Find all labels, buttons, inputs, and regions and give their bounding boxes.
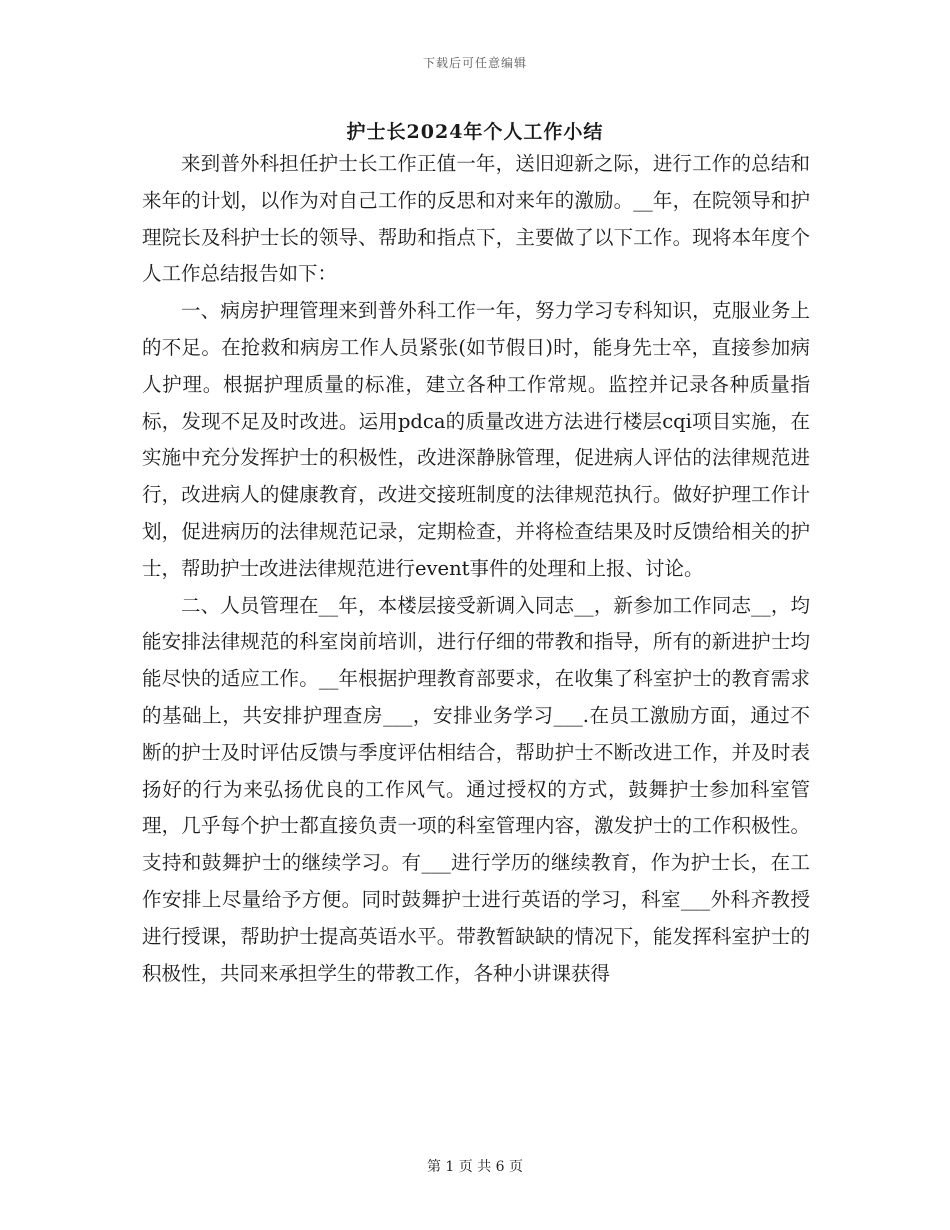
- page-number: 第 1 页 共 6 页: [426, 1159, 524, 1175]
- paragraph-staff-management: 二、人员管理在__年，本楼层接受新调入同志__，新参加工作同志__，均能安排法律规范的科室岗前培训，进行仔细的带教和指导，所有的新进护士均能尽快的适应工作。__年根据护理教育部要求，在收集了科室护士的教育需求的基础上，共安排护理查房___，安排业务学习___.在员工激励方面，通过不断的护士及时评估反馈与季度评估相结合，帮助护士不断改进工作，并及时表扬好的行为来弘扬优良的工作风气。通过授权的方式，鼓舞护士参加科室管理，几乎每个护士都直接负责一项的科室管理内容，激发护士的工作积极性。支持和鼓舞护士的继续学习。有___进行学历的继续教育，作为护士长，在工作安排上尽量给予方便。同时鼓舞护士进行英语的学习，科室___外科齐教授进行授课，帮助护士提高英语水平。带教暂缺缺的情况下，能发挥科室护士的积极性，共同来承担学生的带教工作，各种小讲课获得: [142, 593, 810, 985]
- paragraph-ward-management: 一、病房护理管理来到普外科工作一年，努力学习专科知识，克服业务上的不足。在抢救和病房工作人员紧张(如节假日)时，能身先士卒，直接参加病人护理。根据护理质量的标准，建立各种工作常规。监控并记录各种质量指标，发现不足及时改进。运用pdca的质量改进方法进行楼层cqi项目实施，在实施中充分发挥护士的积极性，改进深静脉管理，促进病人评估的法律规范进行，改进病人的健康教育，改进交接班制度的法律规范执行。做好护理工作计划，促进病历的法律规范记录，定期检查，并将检查结果及时反馈给相关的护士，帮助护士改进法律规范进行event事件的处理和上报、讨论。: [142, 299, 810, 580]
- paragraph-intro: 来到普外科担任护士长工作正值一年，送旧迎新之际，进行工作的总结和来年的计划，以作为对自己工作的反思和对来年的激励。__年，在院领导和护理院长及科护士长的领导、帮助和指点下，主要做了以下工作。现将本年度个人工作总结报告如下：: [142, 152, 810, 286]
- header-note: 下载后可任意编辑: [422, 56, 527, 70]
- document-title: 护士长2024年个人工作小结: [346, 121, 604, 143]
- document-body: [142, 146, 810, 992]
